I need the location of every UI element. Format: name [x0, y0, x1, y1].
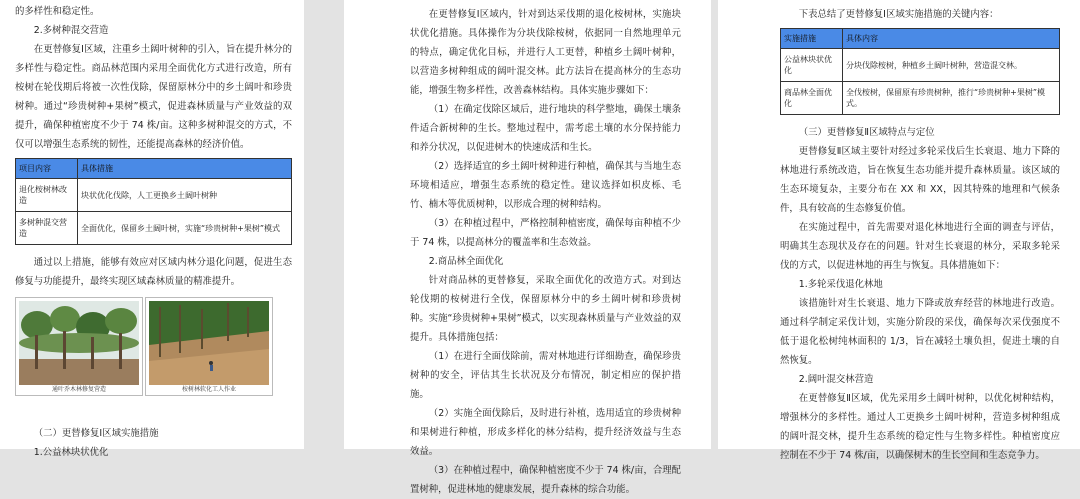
section-heading: （二）更替修复Ⅰ区域实施措施: [33, 428, 159, 439]
table-header-cell: 具体内容: [843, 29, 1060, 49]
subheading: 2.商品林全面优化: [428, 256, 504, 267]
list-item: （3）在种植过程中，确保种植密度不少于 74 株/亩，合理配置树种，促进林地的健康发展，提升森林的综合功能。: [410, 465, 681, 495]
page-margin: [344, 0, 374, 449]
subheading: 1.公益林块状优化: [33, 447, 109, 458]
body-paragraph: 在实施过程中，首先需要对退化林地进行全面的调查与评估，明确其生态现状及存在的问题。针对生长衰退的林分，采取多轮采伐的方式，以促进林地的再生与恢复。具体措施如下：: [780, 222, 1060, 271]
table-cell: 全面优化，保留乡土阔叶树，实施“珍贵树种+果树”模式: [78, 212, 292, 245]
list-item: （2）选择适宜的乡土阔叶树种进行种植，确保其与当地生态环境相适应，增强生态系统的稳定性。建议选择如枳皮栎、毛竹、楠木等优质树种，以形成合理的树种结构。: [410, 161, 681, 210]
forest-photo: [15, 297, 143, 396]
forest-image: [19, 301, 139, 385]
forest-photo: [145, 297, 273, 396]
measures-table: [15, 158, 292, 245]
page-margin: [718, 0, 748, 449]
table-row: [781, 49, 1060, 82]
section-heading: （三）更替修复Ⅱ区域特点与定位: [798, 127, 935, 138]
body-paragraph: 更替修复Ⅱ区域主要针对经过多轮采伐后生长衰退、地力下降的林地进行系统改造，旨在恢复生态功能并提升森林质量。该区域的生态环境复杂，主要分布在 XX 和 XX，因其特殊的地理和气候条件，具有较高的生态修复价值。: [780, 146, 1060, 214]
page-gap: [304, 0, 344, 449]
photo-caption: 通叶乔木林修复营造: [51, 386, 106, 393]
table-header-cell: 项目内容: [16, 159, 78, 179]
list-item: （2）实施全面伐除后，及时进行补植，选用适宜的珍贵树种和果树进行种植，形成多样化的林分结构，提升经济效益与生态效益。: [410, 408, 681, 457]
table-header-cell: 实施措施: [781, 29, 843, 49]
document-page-2[interactable]: [374, 0, 711, 495]
table-cell: 多树种混交营造: [16, 212, 78, 245]
list-item: （3）在种植过程中，严格控制种植密度，确保每亩种植不少于 74 株，以提高林分的覆盖率和生态效益。: [410, 218, 681, 248]
list-item: （1）在确定伐除区域后，进行地块的科学整地，确保土壤条件适合新树种的生长。整地过程中，需考虑土壤的水分保持能力和养分状况，以促进树木的快速成活和生长。: [410, 104, 681, 153]
table-row: [16, 179, 292, 212]
photo-row: [15, 297, 292, 396]
body-paragraph: 在更替修复Ⅰ区域内，针对到达采伐期的退化桉树林，实施块状优化措施。具体操作为分块伐除桉树，依据同一自然地理单元的特点，确定优化目标，并进行人工更替，种植乡土阔叶树种，以营造多树种组成的阔叶混交林。此方法旨在提高林分的生态功能，增强生物多样性，改善森林结构。具体实施步骤如下：: [410, 9, 681, 96]
body-paragraph: 针对商品林的更替修复，采取全面优化的改造方式。对到达轮伐期的桉树进行全伐，保留原林分中的乡土阔叶树和珍贵树种。实施“珍贵树种+果树”模式，以实现森林质量与产业效益的双提升。具体措施包括：: [410, 275, 681, 343]
body-text: 的多样性和稳定性。: [15, 6, 100, 17]
table-row: [16, 212, 292, 245]
table-cell: 商品林全面优化: [781, 82, 843, 115]
subheading: 2.多树种混交营造: [33, 25, 109, 36]
table-cell: 分块伐除桉树，种植乡土阔叶树种，营造混交林。: [843, 49, 1060, 82]
body-paragraph: 该措施针对生长衰退、地力下降或放弃经营的林地进行改造。通过科学制定采伐计划，实施分阶段的采伐，确保每次采伐强度不低于退化松树纯林面积的 1/3，旨在减轻土壤负担，促进土壤的自然恢复。: [780, 298, 1060, 366]
body-paragraph: 在更替修复Ⅰ区域，注重乡土阔叶树种的引入，旨在提升林分的多样性与稳定性。商品林范围内采用全面优化方式进行改造，所有桉树在轮伐期后将被一次性伐除，保留原林分中的乡土阔叶和珍贵树种。通过“珍贵树种+果树”模式，促进森林质量与产业效益的双提升，确保种植密度不少于 74 株/亩。这种多树种混交的方式，不仅可以增强生态系统的韧性，还能提高森林的经济价值。: [15, 44, 292, 150]
subheading: 1.多轮采伐退化林地: [798, 279, 883, 290]
document-page-3[interactable]: [748, 0, 1080, 461]
body-paragraph: 通过以上措施，能够有效应对区域内林分退化问题，促进生态修复与功能提升，最终实现区域森林质量的精准提升。: [15, 257, 292, 287]
table-row: [781, 82, 1060, 115]
table-header-cell: 具体措施: [78, 159, 292, 179]
table-header-row: [781, 29, 1060, 49]
body-text: 下表总结了更替修复Ⅰ区域实施措施的关键内容：: [798, 9, 999, 20]
list-item: （1）在进行全面伐除前，需对林地进行详细勘查，确保珍贵树种的安全，评估其生长状况及分布情况，制定相应的保护措施。: [410, 351, 681, 400]
subheading: 2.阔叶混交林营造: [798, 374, 874, 385]
document-page-1[interactable]: [0, 0, 304, 458]
table-header-row: [16, 159, 292, 179]
table-cell: 退化桉树林改造: [16, 179, 78, 212]
table-cell: 全伐桉树，保留原有珍贵树种，推行“珍贵树种+果树”模式。: [843, 82, 1060, 115]
table-cell: 公益林块状优化: [781, 49, 843, 82]
photo-caption: 桉树林软化工人作业: [181, 386, 236, 393]
summary-table: [780, 28, 1060, 115]
forest-image: [149, 301, 269, 385]
body-paragraph: 在更替修复Ⅱ区域，优先采用乡土阔叶树种，以优化树种结构，增强林分的多样性。通过人工更换乡土阔叶树种，营造多树种组成的阔叶混交林，提升生态系统的稳定性与生物多样性。种植密度应控制在不少于 74 株/亩，以确保树木的生长空间和生态竞争力。: [780, 393, 1060, 461]
table-cell: 块状优化伐除，人工更换乡土阔叶树种: [78, 179, 292, 212]
